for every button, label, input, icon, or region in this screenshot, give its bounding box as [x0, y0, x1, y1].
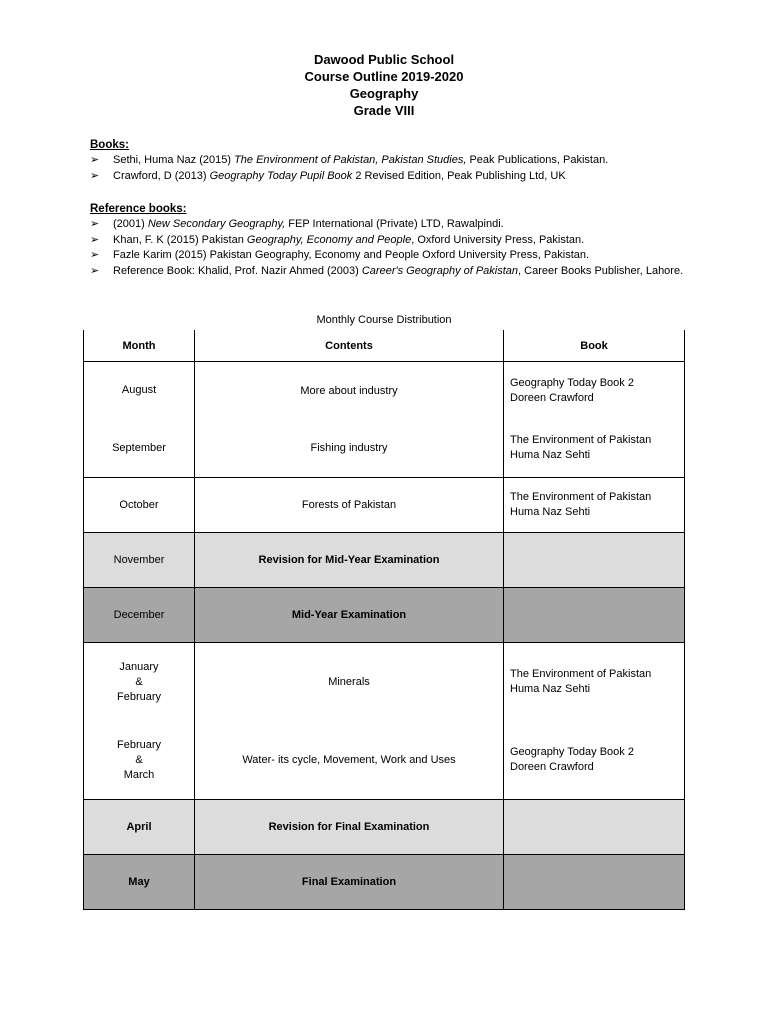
book-cell: The Environment of Pakistan Huma Naz Sehti	[504, 478, 685, 533]
arrow-bullet-icon: ➢	[90, 249, 100, 261]
reference-books-section	[90, 202, 690, 279]
list-item: ➢ (2001) New Secondary Geography, FEP International (Private) LTD, Rawalpindi.	[90, 217, 690, 233]
books-list	[90, 153, 690, 184]
contents-cell: Water- its cycle, Movement, Work and Uses	[195, 721, 504, 800]
subject-title: Geography	[349, 86, 419, 101]
contents-cell: Forests of Pakistan	[195, 478, 504, 533]
contents-cell: Fishing industry	[195, 419, 504, 478]
list-item: ➢ Khan, F. K (2015) Pakistan Geography, Economy and People, Oxford University Press, Pakistan.	[90, 233, 690, 249]
arrow-bullet-icon: ➢	[90, 169, 100, 182]
grade-title: Grade VIII	[353, 103, 415, 118]
course-distribution-table	[83, 330, 685, 910]
arrow-bullet-icon: ➢	[90, 233, 100, 246]
table-header-row	[84, 330, 685, 362]
contents-cell: Revision for Mid-Year Examination	[195, 533, 504, 588]
arrow-bullet-icon: ➢	[90, 264, 100, 277]
school-name: Dawood Public School	[313, 52, 455, 67]
table-row	[84, 362, 685, 420]
document-header	[0, 51, 768, 119]
book-cell	[504, 588, 685, 643]
list-item: ➢ Sethi, Huma Naz (2015) The Environment of Pakistan, Pakistan Studies, Peak Publications, Pakistan.	[90, 153, 690, 169]
contents-cell: Minerals	[195, 643, 504, 722]
reference-books-heading: Reference books:	[90, 203, 187, 215]
month-cell: April	[84, 800, 195, 855]
table-caption: Monthly Course Distribution	[316, 314, 452, 326]
month-cell: October	[84, 478, 195, 533]
book-cell: Geography Today Book 2 Doreen Crawford	[504, 362, 685, 420]
table-row	[84, 533, 685, 588]
month-cell: November	[84, 533, 195, 588]
table-row	[84, 721, 685, 800]
month-cell: September	[84, 419, 195, 478]
table-row	[84, 855, 685, 910]
contents-cell: Revision for Final Examination	[195, 800, 504, 855]
book-cell: The Environment of Pakistan Huma Naz Sehti	[504, 643, 685, 722]
book-cell	[504, 800, 685, 855]
month-cell: February & March	[84, 721, 195, 800]
arrow-bullet-icon: ➢	[90, 154, 100, 166]
book-cell: The Environment of Pakistan Huma Naz Sehti	[504, 419, 685, 478]
table-row	[84, 478, 685, 533]
month-cell: December	[84, 588, 195, 643]
book-cell: Geography Today Book 2 Doreen Crawford	[504, 721, 685, 800]
book-cell	[504, 855, 685, 910]
list-item: ➢ Fazle Karim (2015) Pakistan Geography, Economy and People Oxford University Press, Pakistan.	[90, 248, 690, 264]
arrow-bullet-icon: ➢	[90, 218, 100, 230]
table-row	[84, 419, 685, 478]
table-row	[84, 588, 685, 643]
month-column-header: Month	[84, 330, 195, 362]
table-row	[84, 643, 685, 722]
list-item: ➢ Reference Book: Khalid, Prof. Nazir Ahmed (2003) Career's Geography of Pakistan, Career Books Publisher, Lahore.	[90, 264, 690, 280]
contents-column-header: Contents	[195, 330, 504, 362]
contents-cell: Mid-Year Examination	[195, 588, 504, 643]
book-column-header: Book	[504, 330, 685, 362]
month-cell: August	[84, 362, 195, 420]
books-section	[90, 138, 690, 184]
book-cell	[504, 533, 685, 588]
reference-books-list	[90, 217, 690, 279]
month-cell: January & February	[84, 643, 195, 722]
table-row	[84, 800, 685, 855]
books-heading: Books:	[90, 139, 129, 151]
list-item: ➢ Crawford, D (2013) Geography Today Pupil Book 2 Revised Edition, Peak Publishing Ltd, UK	[90, 169, 690, 185]
contents-cell: Final Examination	[195, 855, 504, 910]
contents-cell: More about industry	[195, 362, 504, 420]
course-outline-title: Course Outline 2019-2020	[304, 69, 464, 84]
month-cell: May	[84, 855, 195, 910]
